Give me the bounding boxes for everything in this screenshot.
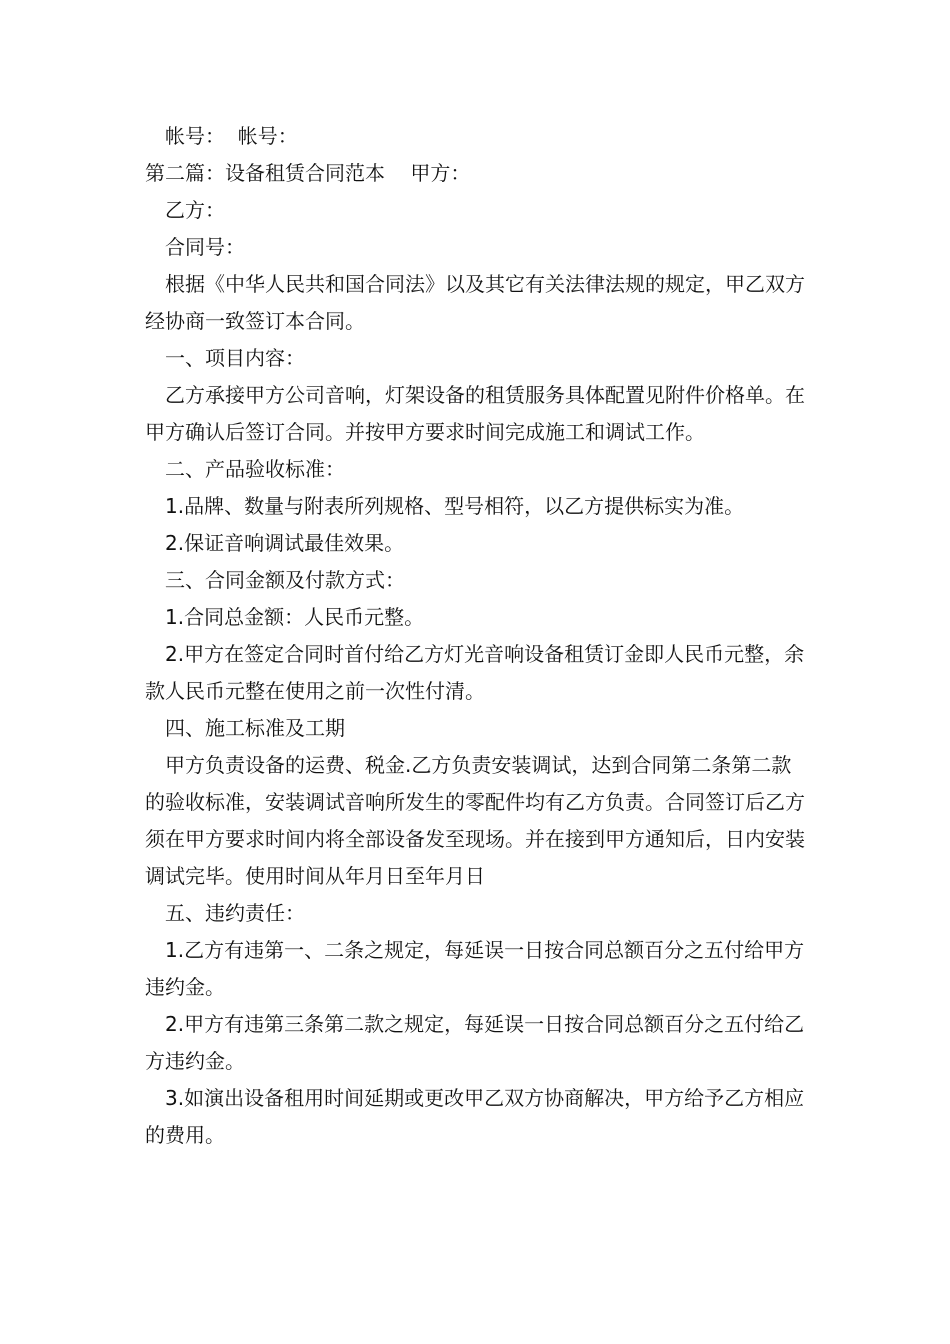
list-item-liability-3: 3.如演出设备租用时间延期或更改甲乙双方协商解决，甲方给予乙方相应的费用。: [145, 1086, 805, 1147]
section-heading-payment: 三、合同金额及付款方式：: [165, 568, 405, 592]
paragraph-construction: 甲方负责设备的运费、税金.乙方负责安装调试，达到合同第二条第二款的验收标准，安装调试音响所发生的零配件均有乙方负责。合同签订后乙方须在甲方要求时间内将全部设备发至现场。并在接到甲方通知后，日内安装调试完毕。使用时间从年月日至年月日: [145, 753, 805, 888]
paragraph-account: 帐号： 帐号：: [165, 124, 298, 148]
section-heading-acceptance: 二、产品验收标准：: [165, 457, 345, 481]
list-item-acceptance-1: 1.品牌、数量与附表所列规格、型号相符，以乙方提供标实为准。: [165, 494, 745, 518]
paragraph-part-two-title: 第二篇：设备租赁合同范本 甲方：: [145, 161, 471, 185]
list-item-payment-1: 1.合同总金额：人民币元整。: [165, 605, 425, 629]
document-body: [145, 118, 810, 1154]
list-item-payment-2: 2.甲方在签定合同时首付给乙方灯光音响设备租赁订金即人民币元整，余款人民币元整在使用之前一次性付清。: [145, 642, 805, 703]
list-item-liability-1: 1.乙方有违第一、二条之规定，每延误一日按合同总额百分之五付给甲方违约金。: [145, 938, 805, 999]
paragraph-preamble: 根据《中华人民共和国合同法》以及其它有关法律法规的规定，甲乙双方经协商一致签订本合同。: [145, 272, 805, 333]
paragraph-party-b: 乙方：: [165, 198, 225, 222]
list-item-liability-2: 2.甲方有违第三条第二款之规定，每延误一日按合同总额百分之五付给乙方违约金。: [145, 1012, 805, 1073]
paragraph-project-content: 乙方承接甲方公司音响，灯架设备的租赁服务具体配置见附件价格单。在甲方确认后签订合同。并按甲方要求时间完成施工和调试工作。: [145, 383, 805, 444]
section-heading-project: 一、项目内容：: [165, 346, 305, 370]
section-heading-liability: 五、违约责任：: [165, 901, 305, 925]
list-item-acceptance-2: 2.保证音响调试最佳效果。: [165, 531, 405, 555]
paragraph-contract-number: 合同号：: [165, 235, 245, 259]
section-heading-construction: 四、施工标准及工期: [165, 716, 345, 740]
